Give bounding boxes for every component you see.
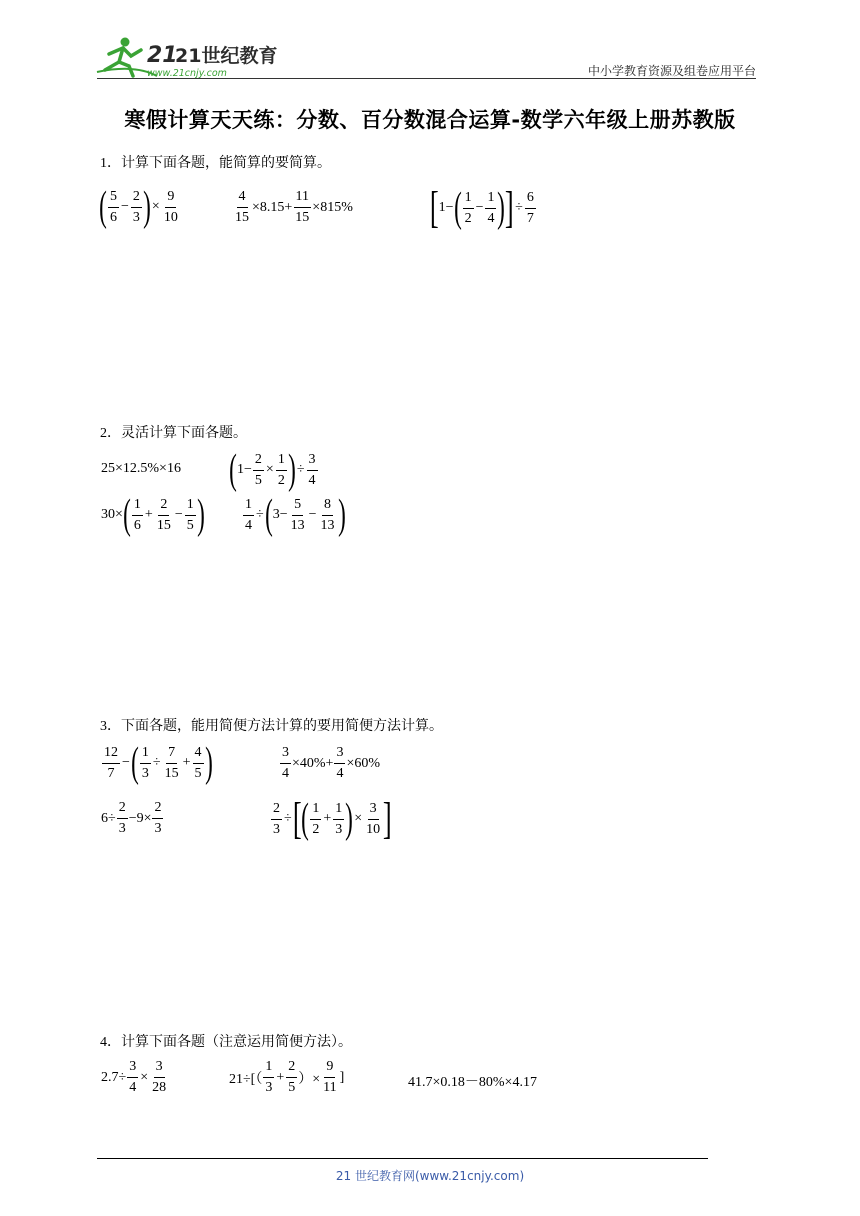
svg-text:21: 21 bbox=[147, 43, 178, 68]
q1-expression-b: $\frac{4}{15}$ ×8.15+ $\frac{11}{15}$ ×815% bbox=[235, 189, 353, 225]
logo-url: www.21cnjy.com bbox=[147, 68, 227, 79]
q2-expression-d: $\frac{1}{4}$ ÷ ( 3− $\frac{5}{13}$ − $\frac{8}{13}$ ) bbox=[245, 492, 346, 538]
q3-expression-b: $\frac{3}{4}$ ×40%+ $\frac{3}{4}$ ×60% bbox=[282, 745, 381, 781]
question-2-prompt: 2．灵活计算下面各题。 bbox=[100, 425, 247, 441]
q3-expression-a: $\frac{12}{7}$ − ( $\frac{1}{3}$ ÷ $\frac{7}{15}$ + $\frac{4}{5}$ ) bbox=[104, 740, 213, 786]
q1-expression-c: [ 1− ( $\frac{1}{2}$ − $\frac{1}{4}$ ) ] ÷ $\frac{6}{7}$ bbox=[429, 183, 534, 232]
logo-text: 21世纪教育 bbox=[175, 45, 278, 67]
q3-expression-d: $\frac{2}{3}$ ÷ [ ( $\frac{1}{2}$ + $\frac{1}{3}$ ) × $\frac{3}{10}$ ] bbox=[273, 794, 392, 843]
q3-expression-c: 6÷ $\frac{2}{3}$ −9× $\frac{2}{3}$ bbox=[101, 800, 162, 836]
site-logo bbox=[95, 34, 278, 80]
header-platform-text: 中小学教育资源及组卷应用平台 bbox=[587, 64, 756, 78]
header-divider bbox=[97, 78, 756, 79]
q2-expression-c: 30× ( $\frac{1}{6}$ + $\frac{2}{15}$ − $\frac{1}{5}$ ) bbox=[101, 492, 205, 538]
q2-expression-a: 25×12.5%×16 bbox=[101, 461, 181, 476]
q1-expression-a: ( $\frac{5}{6}$ − $\frac{2}{3}$ ) × $\frac{9}{10}$ bbox=[99, 184, 178, 230]
q4-expression-a: 2.7÷ $\frac{3}{4}$ × $\frac{3}{28}$ bbox=[101, 1059, 167, 1095]
footer-link[interactable]: 21 世纪教育网(www.21cnjy.com) bbox=[335, 1169, 525, 1183]
page-title: 寒假计算天天练：分数、百分数混合运算-数学六年级上册苏教版 bbox=[124, 108, 736, 132]
question-4-prompt: 4．计算下面各题（注意运用简便方法）。 bbox=[100, 1034, 352, 1050]
q4-expression-c: 41.7×0.18－80%×4.17 bbox=[408, 1075, 537, 1090]
q2-expression-b: ( 1− $\frac{2}{5}$ × $\frac{1}{2}$ ) ÷ $\frac{3}{4}$ bbox=[229, 447, 316, 493]
q4-expression-b: 21÷[（ $\frac{1}{3}$ + $\frac{2}{5}$ ）× $\frac{9}{11}$ ] bbox=[229, 1059, 345, 1095]
question-3-prompt: 3．下面各题，能用简便方法计算的要用简便方法计算。 bbox=[100, 718, 443, 734]
question-1-prompt: 1．计算下面各题，能简算的要简算。 bbox=[100, 155, 331, 171]
footer-divider bbox=[97, 1158, 708, 1159]
